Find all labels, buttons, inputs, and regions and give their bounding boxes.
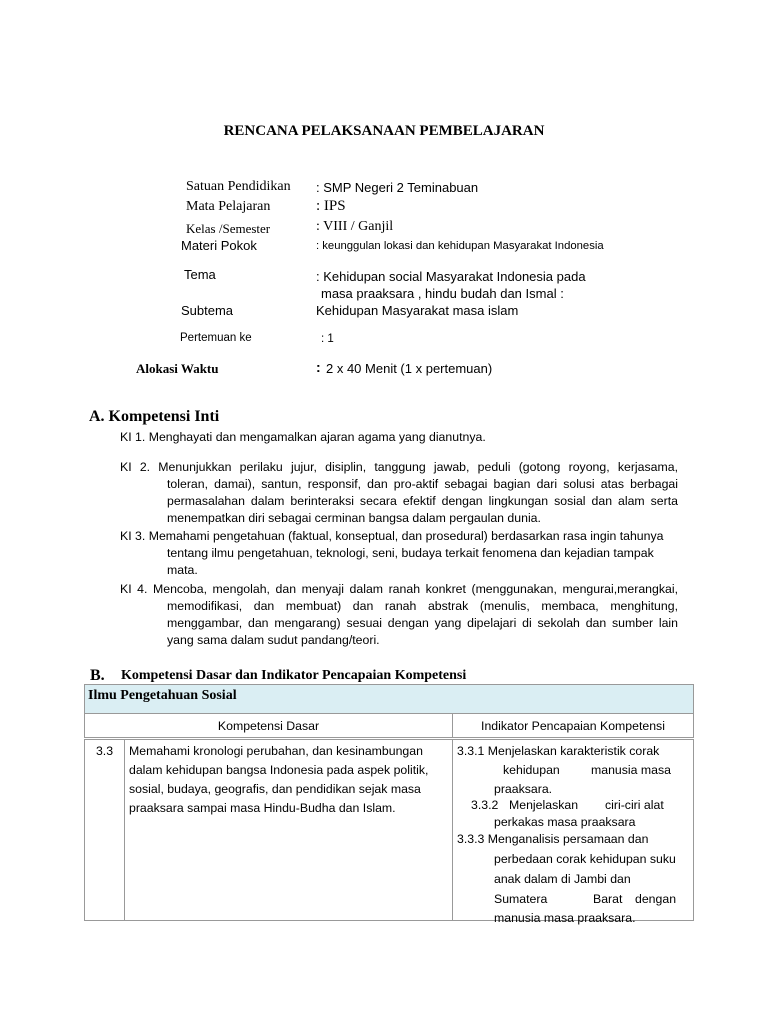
subtema-value: Kehidupan Masyarakat masa islam: [316, 303, 519, 318]
satuan-value: : SMP Negeri 2 Teminabuan: [316, 180, 479, 195]
materi-label: Materi Pokok: [181, 238, 257, 253]
tema-value-1: : Kehidupan social Masyarakat Indonesia pada: [316, 269, 586, 284]
ki-2-line: menempatkan diri sebagai cerminan bangsa dalam pergaulan dunia.: [167, 511, 541, 525]
mapel-label: Mata Pelajaran: [186, 199, 271, 214]
indikator-text: kehidupan: [503, 763, 560, 777]
section-b-heading: Kompetensi Dasar dan Indikator Pencapaian Kompetensi: [121, 668, 467, 683]
indikator-text: 3.3.1 Menjelaskan karakteristik corak: [457, 744, 660, 758]
ki-3-line: KI 3. Memahami pengetahuan (faktual, konseptual, dan prosedural) berdasarkan rasa ingin tahunya: [120, 529, 664, 543]
indikator-text: manusia masa praaksara.: [494, 911, 636, 925]
indikator-text: 3.3.2: [471, 798, 499, 812]
ki-1-text: KI 1. Menghayati dan mengamalkan ajaran agama yang dianutnya.: [120, 430, 486, 444]
ki-2-line: permasalahan dalam berinteraksi secara efektif dengan lingkungan sosial dan alam serta: [167, 494, 678, 508]
ki-3-line: mata.: [167, 563, 198, 577]
indikator-text: perbedaan corak kehidupan suku: [494, 852, 676, 866]
section-a-heading: A. Kompetensi Inti: [89, 408, 220, 425]
kd-table: [84, 684, 694, 925]
indikator-cell: [453, 740, 693, 925]
indikator-text: Menjelaskan: [509, 798, 579, 812]
ki-4-line: KI 4. Mencoba, mengolah, dan menyaji dalam ranah konkret (menggunakan, mengurai,merangkai,: [120, 582, 678, 596]
tema-label: Tema: [184, 267, 216, 282]
indikator-text: anak dalam di Jambi dan: [494, 872, 631, 886]
col-header-indikator: Indikator Pencapaian Kompetensi: [481, 718, 665, 733]
pertemuan-label: Pertemuan ke: [180, 332, 252, 344]
section-b-letter: B.: [90, 667, 105, 684]
indikator-text: perkakas masa praaksara: [494, 815, 636, 829]
indikator-text: 3.3.3 Menganalisis persamaan dan: [457, 832, 649, 846]
indikator-text: manusia masa: [591, 763, 671, 777]
subtema-label: Subtema: [181, 303, 234, 318]
satuan-label: Satuan Pendidikan: [186, 179, 291, 194]
document-title: RENCANA PELAKSANAAN PEMBELAJARAN: [223, 123, 545, 139]
ki-2-line: toleran, damai), santun, responsif, dan pro-aktif sebagai bagian dari solusi atas berbagai: [167, 477, 678, 491]
table-subject: Ilmu Pengetahuan Sosial: [88, 688, 237, 703]
ki-2: [120, 459, 678, 527]
indikator-text: ciri-ciri alat: [605, 798, 664, 812]
indikator-text: Barat: [593, 892, 623, 906]
indikator-text: praaksara.: [494, 782, 553, 796]
alokasi-label: Alokasi Waktu: [136, 361, 219, 376]
ki-3: [120, 528, 678, 579]
ki-3-line: tentang ilmu pengetahuan, teknologi, seni, budaya terkait fenomena dan kejadian tampak: [167, 546, 654, 560]
ki-4-line: yang sama dalam sudut pandang/teori.: [167, 633, 380, 647]
ki-4: [120, 581, 678, 649]
mapel-value: : IPS: [316, 198, 346, 214]
table-header-row: [84, 714, 694, 738]
tema-value-2: masa praaksara , hindu budah dan Ismal :: [321, 286, 564, 301]
table-subject-row: [84, 684, 694, 714]
ki-2-line: KI 2. Menunjukkan perilaku jujur, disiplin, tanggung jawab, peduli (gotong royong, kerjasama,: [120, 460, 678, 474]
alokasi-colon: :: [316, 359, 321, 375]
pertemuan-value: : 1: [321, 333, 334, 345]
kelas-label: Kelas /Semester: [186, 221, 271, 236]
kelas-value: : VIII / Ganjil: [316, 219, 394, 234]
row-number: 3.3: [85, 740, 125, 920]
alokasi-value: 2 x 40 Menit (1 x pertemuan): [326, 361, 493, 376]
ki-4-line: memodifikasi, dan membuat) dan ranah abstrak (menulis, membaca, menghitung,: [167, 599, 678, 613]
indikator-text: dengan: [635, 892, 677, 906]
materi-value: : keunggulan lokasi dan kehidupan Masyarakat Indonesia: [316, 240, 604, 252]
kd-cell: Memahami kronologi perubahan, dan kesinambungan dalam kehidupan bangsa Indonesia pada aspek politik, sosial, budaya, geografis, dan pendidikan sejak masa praaksara sampai masa Hindu-Budha dan Islam.: [125, 740, 453, 920]
indikator-text: Sumatera: [494, 892, 548, 906]
ki-4-line: menggambar, dan mengarang) sesuai dengan yang dipelajari di sekolah dan sumber lain: [167, 616, 678, 630]
table-row: [84, 739, 694, 925]
ki-1: [120, 429, 678, 446]
col-header-kd: Kompetensi Dasar: [85, 714, 453, 737]
